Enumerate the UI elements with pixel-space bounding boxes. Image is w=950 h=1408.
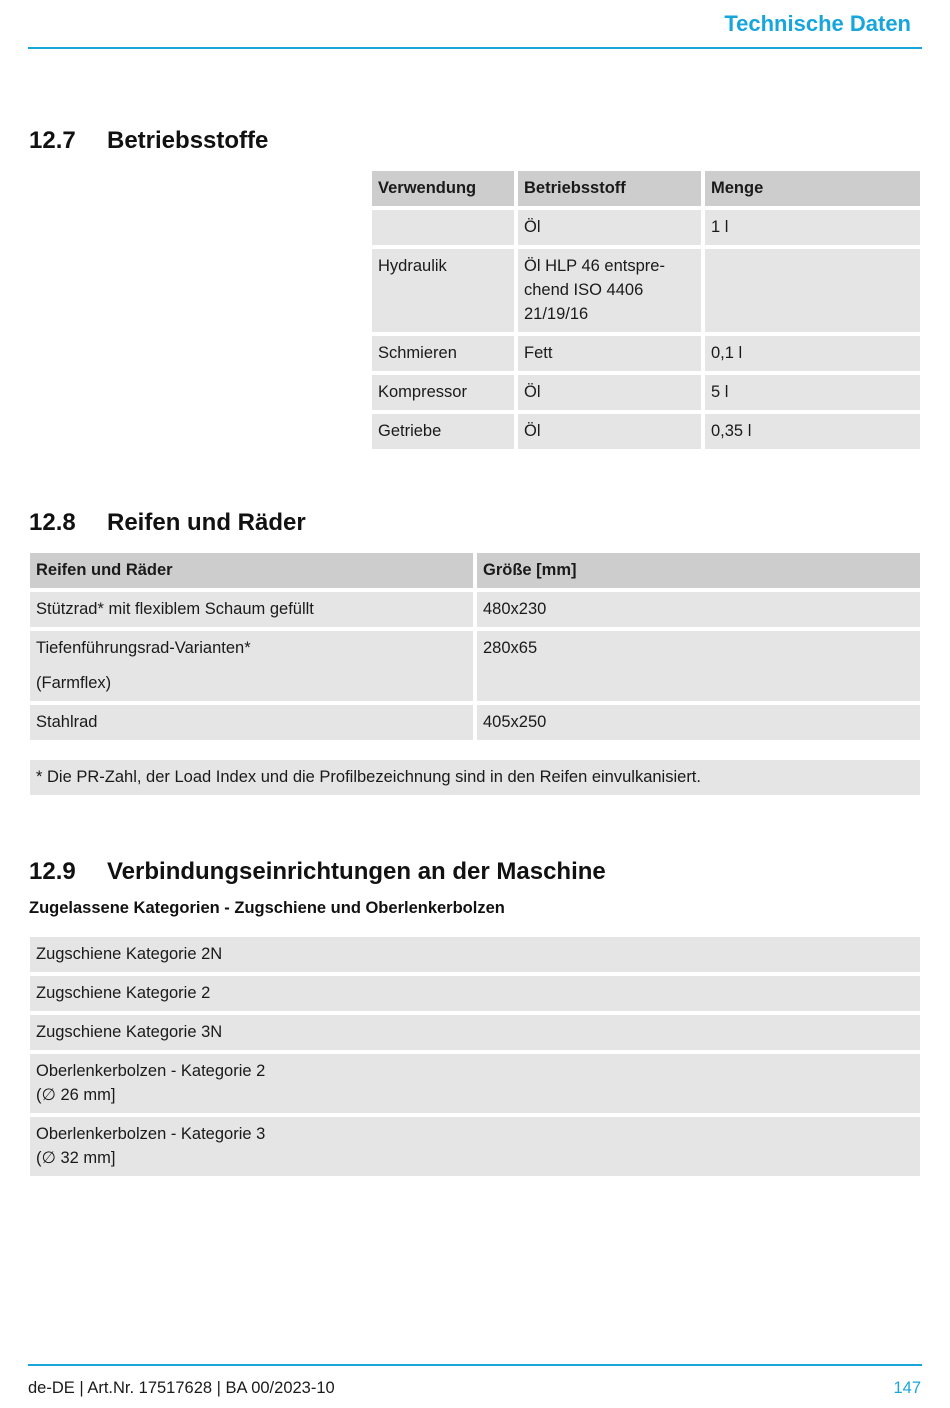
table-cell: Öl — [518, 375, 701, 410]
section-number: 12.9 — [29, 858, 76, 885]
section-heading-12-9 — [29, 858, 606, 886]
section-number: 12.7 — [29, 127, 76, 154]
table-cell: Kompressor — [372, 375, 514, 410]
section-title: Betriebsstoffe — [107, 127, 269, 154]
table-header-row — [372, 171, 920, 206]
table-cell: Stützrad* mit flexiblem Schaum gefüllt — [30, 592, 473, 627]
footer-document-info: de-DE | Art.Nr. 17517628 | BA 00/2023-10 — [28, 1379, 335, 1397]
column-header: Betriebsstoff — [518, 171, 701, 206]
table-cell: Hydraulik — [372, 249, 514, 332]
table-row — [372, 414, 920, 449]
table-row — [30, 1117, 920, 1176]
header-rule — [28, 47, 922, 49]
table-cell: Öl — [518, 210, 701, 245]
table-cell: Zugschiene Kategorie 2 — [30, 976, 920, 1011]
table-row — [372, 210, 920, 245]
table-cell: Schmieren — [372, 336, 514, 371]
table-cell: Öl — [518, 414, 701, 449]
column-header: Größe [mm] — [477, 553, 920, 588]
table-cell — [372, 210, 514, 245]
table-cell: Tiefenführungsrad-Varianten* (Farmflex) — [30, 631, 473, 701]
page-header-title: Technische Daten — [724, 11, 911, 36]
table-row — [30, 592, 920, 627]
section-number: 12.8 — [29, 509, 76, 536]
table-cell: 5 l — [705, 375, 920, 410]
table-cell: 0,1 l — [705, 336, 920, 371]
table-cell: 480x230 — [477, 592, 920, 627]
table-row — [30, 1015, 920, 1050]
footnote: * Die PR-Zahl, der Load Index und die Profilbezeichnung sind in den Reifen einvulkanisiert. — [30, 760, 920, 795]
table-cell: Zugschiene Kategorie 3N — [30, 1015, 920, 1050]
section-heading-12-8 — [29, 509, 306, 537]
table-cell — [705, 249, 920, 332]
table-cell: Stahlrad — [30, 705, 473, 740]
table-row — [30, 1054, 920, 1113]
coupling-categories-table — [26, 933, 924, 1180]
operating-fluids-table — [368, 167, 924, 453]
table-cell: 280x65 — [477, 631, 920, 701]
table-cell: Getriebe — [372, 414, 514, 449]
table-cell: Fett — [518, 336, 701, 371]
table-row — [372, 249, 920, 332]
footer-rule — [28, 1364, 922, 1366]
table-row — [30, 976, 920, 1011]
table-cell: 0,35 l — [705, 414, 920, 449]
table-row — [372, 336, 920, 371]
table-row — [30, 937, 920, 972]
table-cell: Oberlenkerbolzen - Kategorie 3 (∅ 32 mm] — [30, 1117, 920, 1176]
table-cell: 405x250 — [477, 705, 920, 740]
table-cell: 1 l — [705, 210, 920, 245]
page-number: 147 — [893, 1379, 921, 1397]
section-title: Verbindungseinrichtungen an der Maschine — [107, 858, 606, 885]
column-header: Reifen und Räder — [30, 553, 473, 588]
section-subtitle: Zugelassene Kategorien - Zugschiene und Oberlenkerbolzen — [29, 899, 505, 917]
section-title: Reifen und Räder — [107, 509, 306, 536]
column-header: Menge — [705, 171, 920, 206]
tyres-wheels-table — [26, 549, 924, 744]
table-header-row — [30, 553, 920, 588]
table-row — [30, 631, 920, 701]
table-row — [30, 705, 920, 740]
table-cell: Zugschiene Kategorie 2N — [30, 937, 920, 972]
table-cell: Oberlenkerbolzen - Kategorie 2 (∅ 26 mm] — [30, 1054, 920, 1113]
section-heading-12-7 — [29, 127, 268, 155]
table-row — [372, 375, 920, 410]
column-header: Verwendung — [372, 171, 514, 206]
table-cell: Öl HLP 46 entspre- chend ISO 4406 21/19/16 — [518, 249, 701, 332]
